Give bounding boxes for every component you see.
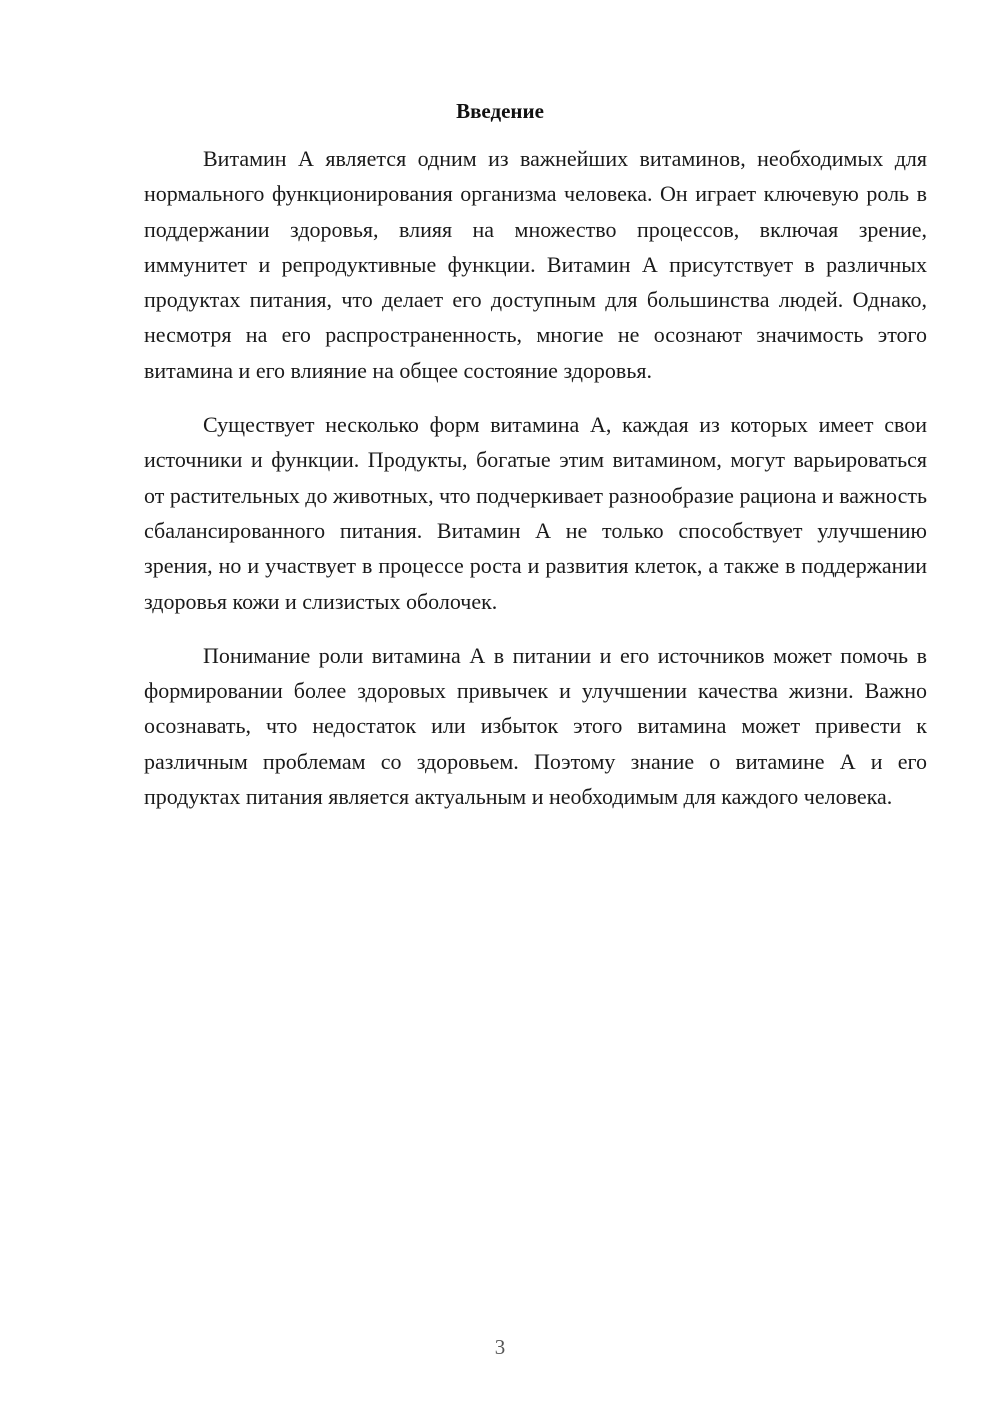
- section-title: Введение: [456, 99, 544, 123]
- page-number: 3: [494, 1335, 506, 1359]
- body-text: [144, 141, 927, 833]
- paragraph-2: Существует несколько форм витамина А, каждая из которых имеет свои источники и функции. Продукты, богатые этим витамином, могут варьироваться от растительных до животных, что подчеркивает разнообразие рациона и важность сбалансированного питания. Витамин А не только способствует улучшению зрения, но и участвует в процессе роста и развития клеток, а также в поддержании здоровья кожи и слизистых оболочек.: [144, 412, 927, 614]
- paragraph-1: Витамин А является одним из важнейших витаминов, необходимых для нормального функционирования организма человека. Он играет ключевую роль в поддержании здоровья, влияя на множество процессов, включая зрение, иммунитет и репродуктивные функции. Витамин А присутствует в различных продуктах питания, что делает его доступным для большинства людей. Однако, несмотря на его распространенность, многие не осознают значимость этого витамина и его влияние на общее состояние здоровья.: [144, 146, 927, 383]
- paragraph-3: Понимание роли витамина А в питании и его источников может помочь в формировании более здоровых привычек и улучшении качества жизни. Важно осознавать, что недостаток или избыток этого витамина может привести к различным проблемам со здоровьем. Поэтому знание о витамине А и его продуктах питания является актуальным и необходимым для каждого человека.: [144, 642, 927, 810]
